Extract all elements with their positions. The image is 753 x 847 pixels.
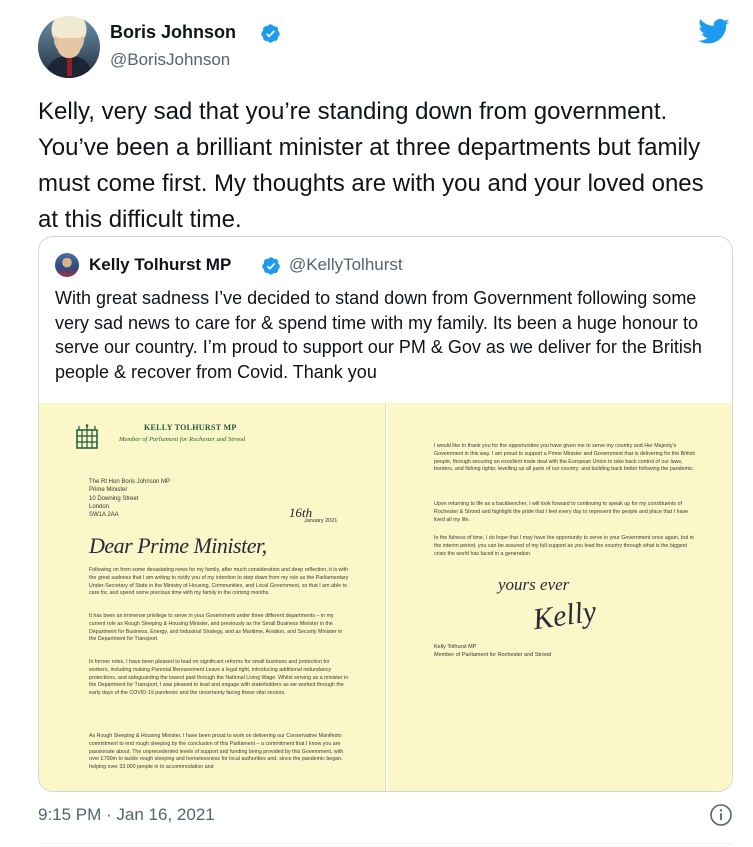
author-name[interactable]: Boris Johnson [110,22,237,42]
quoted-author-avatar [55,253,79,277]
letterhead-name: KELLY TOLHURST MP [144,423,237,432]
handwritten-greeting: Dear Prime Minister, [89,533,267,558]
tweet-header [38,14,738,78]
signoff-block [434,643,551,659]
info-icon[interactable] [709,803,733,827]
portcullis-crest-icon [72,423,102,453]
address-line: Prime Minister [89,487,128,494]
letter-page-1[interactable] [39,403,386,792]
verified-badge-icon [261,256,281,276]
author-handle[interactable]: @BorisJohnson [110,50,231,69]
avatar-tie [67,58,72,76]
letter-paragraph: In former roles, I have been pleased to lead on significant reforms for small business and protection for workers, including making Parental Bereavement Leave a legal right, introducing additional redundancy protections, and safeguarding the lowest paid through the National Living Wage. Whilst serving as a minister in the Department for Transport, I was pleased to lead and engage with stakeholders as we worked through the early days of the COVID-19 pandemic and the uncertainty facing these vital sectors. [89,659,349,697]
letter-page-2[interactable] [388,403,733,792]
letter-paragraph: I would like to thank you for the opportunities you have given me to serve my country and Her Majesty’s Government in this way. I am proud to support a Prime Minister and Government that is delivering for the British people, through securing an excellent trade deal with the European Union to take back control of our laws, borders, and fishing rights; levelling up all parts of our country; and building back better following the pandemic. [434,443,696,473]
letter-paragraph: It has been an immense privilege to serve in your Government under three different departments – in my current role as Rough Sleeping & Housing Minister, and previously as the Small Business Minister in the Department for Business, Energy, and Industrial Strategy, and as Maritime, Aviation, and Security Minister in the Department for Transport. [89,613,343,643]
author-avatar[interactable] [38,16,100,78]
typed-date: January 2021 [304,518,338,524]
avatar-hair [53,22,85,38]
address-line: SW1A 2AA [89,512,119,519]
letter-images [39,403,733,792]
quoted-author-handle: @KellyTolhurst [289,255,403,274]
letterhead-member-line: Member of Parliament for Rochester and Strood [119,436,246,443]
verified-badge-icon [260,23,281,44]
quoted-author-name: Kelly Tolhurst MP [89,255,232,274]
handwritten-closing: yours ever [498,575,570,594]
letter-paragraph: As Rough Sleeping & Housing Minister, I have been proud to work on delivering our Conservative Manifesto commitment to end rough sleeping by the conclusion of this Parliament – a commitment that I know you are passionate about. The unprecedented levels of support and funding being provided by this Government, with over £700m to tackle rough sleeping and homelessness for local authorities and, since the pandemic began, helping over 33,000 people in to accommodation and [89,733,344,771]
quoted-tweet-body: With great sadness I’ve decided to stand down from Government following some very sad news to care for & spend time with my family. Its been a huge honour to serve our country. I’m proud to support our PM & Gov as we deliver for the British people & recover from Covid. Thank you [55,288,702,382]
handwritten-signature: Kelly [530,594,599,637]
address-line: The Rt Hon Boris Johnson MP [89,479,171,485]
address-line: London [89,503,110,510]
signoff-name: Kelly Tolhurst MP [434,644,477,650]
twitter-bird-icon[interactable] [698,18,730,46]
tweet-body: Kelly, very sad that you’re standing down from government. You’ve been a brilliant minister at three departments but family must come first. My thoughts are with you and your loved ones at this difficult time. [38,98,704,233]
tweet-timestamp[interactable]: 9:15 PM · Jan 16, 2021 [38,805,215,824]
handwritten-date: 16th [289,505,313,520]
address-line: 10 Downing Street [89,495,139,502]
letter-paragraph: Following on from some devastating news for my family, after much consideration and deep reflection, it is with the great sadness that I am writing to notify you of my intention to step down from my role as the Parliamentary Under-Secretary of State in the Ministry of Housing, Communities, and Local Government, so that I am able to care for, and spend some precious time with my family in the coming months. [89,567,349,597]
recipient-address [89,478,170,519]
bottom-divider [38,843,733,844]
letter-paragraph: In the fulness of time, I do hope that I may have the opportunity to serve in your Government once again, but in the interim period, you can be assured of my full support as you lead the country through what is the biggest crisis the world has faced in a generation. [434,535,694,557]
letter-paragraph: Upon returning to life as a backbencher, I will look forward to continuing to speak up for my constituents of Rochester & Strood and highlight the pride that I feel every day to represent the people and place that I have lived all my life. [434,501,689,523]
signoff-title: Member of Parliament for Rochester and Strood [434,652,552,658]
quoted-tweet[interactable] [38,236,733,792]
